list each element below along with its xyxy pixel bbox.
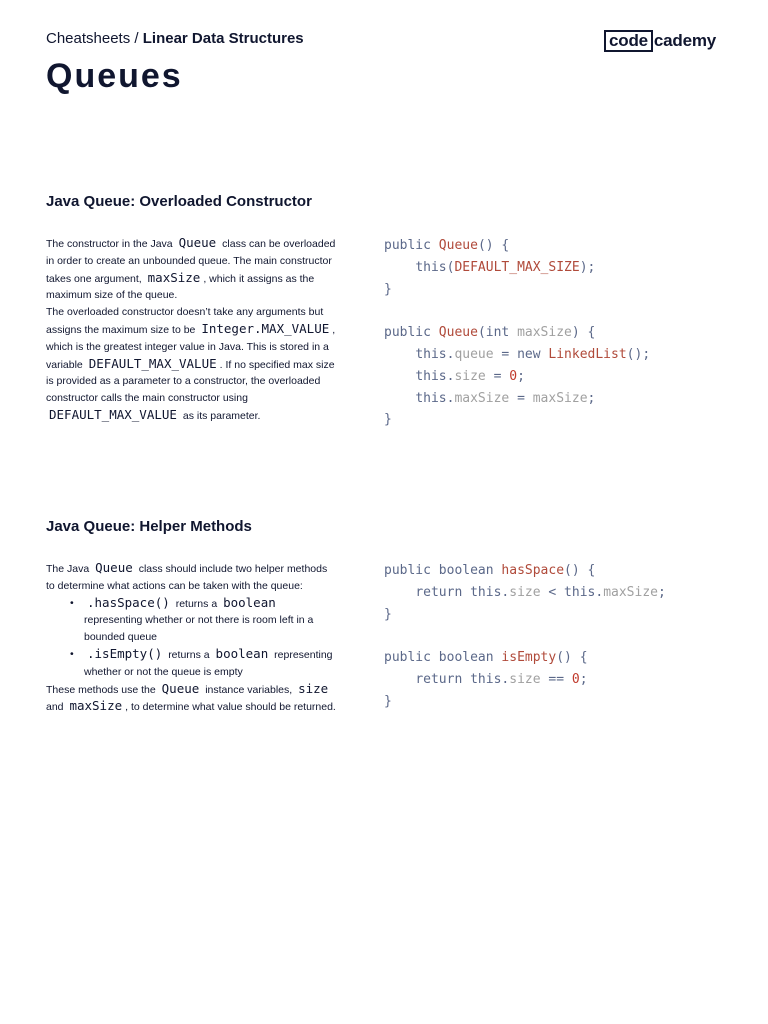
inline-code: maxSize (69, 698, 123, 714)
bullet-icon: • (70, 647, 74, 660)
section-helper-methods-description (46, 560, 336, 716)
text: class should include two helper methods to determine what actions can be taken with the queue: (46, 563, 328, 592)
inline-code: Queue (161, 680, 200, 696)
paragraph (46, 304, 336, 425)
text: instance variables, (205, 683, 293, 696)
text: representing whether or not the queue is empty (84, 648, 333, 678)
text: class can be overloaded in order to create an unbounded queue. (46, 238, 336, 267)
inline-code: size (298, 680, 329, 696)
text: . If no specified max size is provided as a parameter to a constructor, the overloaded constructor calls the main constructor using (46, 358, 335, 405)
breadcrumb-current: Linear Data Structures (142, 30, 304, 47)
text: , to determine what value should be returned. (125, 701, 336, 714)
text: , which it assigns as the maximum size of the queue. (46, 272, 315, 302)
breadcrumb-root[interactable]: Cheatsheets (46, 30, 131, 47)
bullet-icon: • (70, 596, 74, 609)
inline-code: boolean (215, 645, 269, 661)
inline-code: Queue (178, 235, 217, 250)
text: returns a (168, 648, 210, 661)
breadcrumb (46, 29, 304, 49)
page-title: Queues (46, 57, 183, 95)
section-title-constructor: Java Queue: Overloaded Constructor (46, 193, 312, 210)
list-item (70, 645, 336, 681)
inline-code: .hasSpace() (87, 594, 170, 610)
code-block-constructor: public Queue() { this(DEFAULT_MAX_SIZE); } public Queue(int maxSize) { this.queue = new LinkedList(); this.size = 0; this.maxSize = maxSize; } (384, 238, 651, 428)
inline-code: .isEmpty() (87, 645, 163, 661)
text: The overloaded constructor doesn’t take any arguments but assigns the maximum size to be (46, 306, 324, 336)
section-constructor-description (46, 235, 336, 425)
text: The main constructor takes one argument, (46, 254, 332, 285)
paragraph (46, 681, 336, 717)
inline-code: maxSize (147, 269, 201, 285)
text: These methods use the (46, 683, 156, 696)
codecademy-logo[interactable] (604, 29, 716, 53)
list-item (70, 594, 336, 646)
text: representing whether or not there is room left in a bounded queue (84, 614, 314, 644)
inline-code: Integer.MAX_VALUE (201, 320, 330, 336)
text: The Java (46, 563, 90, 575)
paragraph (46, 560, 336, 595)
text: returns a (175, 597, 218, 610)
text: as its parameter. (182, 409, 261, 422)
inline-code: DEFAULT_MAX_VALUE (88, 355, 217, 371)
section-title-helper-methods: Java Queue: Helper Methods (46, 518, 252, 535)
helper-methods-list (46, 595, 336, 681)
paragraph (46, 235, 336, 304)
text: , which is the greatest integer value in Java. This is stored in a variable (46, 323, 336, 371)
text: and (46, 701, 64, 714)
text: The constructor in the Java (46, 238, 173, 250)
logo-box-text: code (604, 30, 653, 52)
code-block-helper-methods: public boolean hasSpace() { return this.size < this.maxSize; } public boolean isEmpty() { return this.size == 0; } (384, 563, 666, 709)
inline-code: DEFAULT_MAX_VALUE (49, 406, 177, 422)
logo-rest-text: cademy (653, 31, 717, 50)
inline-code: boolean (223, 594, 276, 610)
breadcrumb-separator: / (130, 30, 143, 47)
inline-code: Queue (95, 560, 133, 575)
